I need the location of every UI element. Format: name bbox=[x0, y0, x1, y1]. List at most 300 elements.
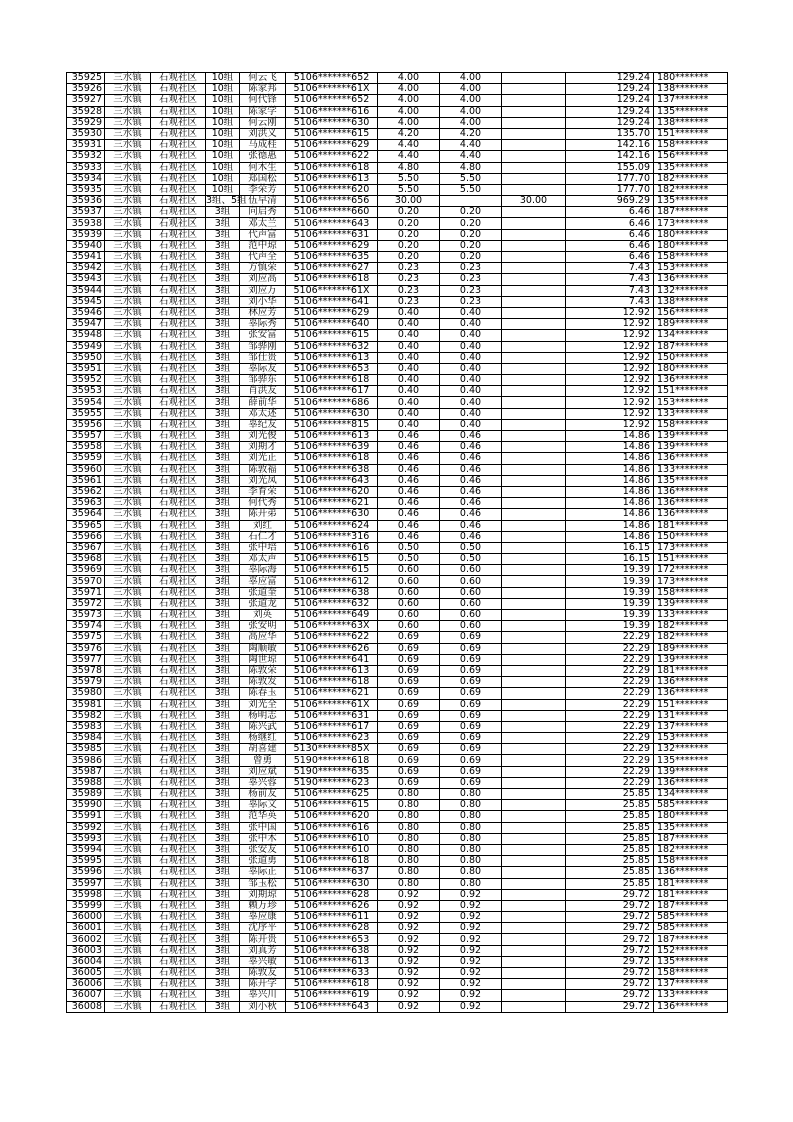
cell-name: 辜纪友 bbox=[240, 419, 286, 430]
cell-town: 三水镇 bbox=[105, 699, 151, 710]
cell-name: 陶顺敏 bbox=[240, 643, 286, 654]
cell-area-b bbox=[502, 721, 566, 732]
cell-row-number: 35990 bbox=[67, 800, 105, 811]
cell-id-number: 5106*******639 bbox=[286, 442, 378, 453]
cell-area: 0.60 bbox=[378, 565, 440, 576]
cell-row-number: 35933 bbox=[67, 162, 105, 173]
cell-town: 三水镇 bbox=[105, 431, 151, 442]
cell-area-a: 0.46 bbox=[440, 475, 502, 486]
cell-area-b bbox=[502, 1001, 566, 1012]
cell-area-a: 0.20 bbox=[440, 252, 502, 263]
cell-amount: 142.16 bbox=[566, 151, 654, 162]
cell-area: 0.60 bbox=[378, 621, 440, 632]
cell-area-a: 0.69 bbox=[440, 677, 502, 688]
cell-phone: 172******* bbox=[654, 565, 728, 576]
cell-community: 石观社区 bbox=[151, 968, 206, 979]
cell-area-b bbox=[502, 285, 566, 296]
cell-area: 0.69 bbox=[378, 688, 440, 699]
cell-community: 石观社区 bbox=[151, 833, 206, 844]
cell-name: 陈敦福 bbox=[240, 464, 286, 475]
cell-amount: 22.29 bbox=[566, 710, 654, 721]
cell-area: 0.40 bbox=[378, 419, 440, 430]
cell-row-number: 35972 bbox=[67, 598, 105, 609]
cell-area-b bbox=[502, 677, 566, 688]
cell-area-a: 0.60 bbox=[440, 565, 502, 576]
cell-area-a: 0.92 bbox=[440, 889, 502, 900]
cell-id-number: 5106*******61X bbox=[286, 285, 378, 296]
cell-row-number: 35949 bbox=[67, 341, 105, 352]
cell-amount: 12.92 bbox=[566, 330, 654, 341]
cell-group: 3组 bbox=[206, 688, 240, 699]
cell-town: 三水镇 bbox=[105, 733, 151, 744]
cell-name: 刘小秋 bbox=[240, 1001, 286, 1012]
cell-id-number: 5106*******643 bbox=[286, 218, 378, 229]
cell-area-a: 0.69 bbox=[440, 699, 502, 710]
cell-group: 3组 bbox=[206, 442, 240, 453]
cell-area-b bbox=[502, 509, 566, 520]
cell-group: 10组 bbox=[206, 73, 240, 84]
cell-area: 0.92 bbox=[378, 945, 440, 956]
cell-town: 三水镇 bbox=[105, 990, 151, 1001]
cell-group: 3组 bbox=[206, 531, 240, 542]
cell-id-number: 5106*******686 bbox=[286, 397, 378, 408]
cell-phone: 139******* bbox=[654, 654, 728, 665]
cell-area-a: 0.80 bbox=[440, 789, 502, 800]
cell-area-b bbox=[502, 800, 566, 811]
cell-group: 3组 bbox=[206, 296, 240, 307]
cell-area-b: 30.00 bbox=[502, 196, 566, 207]
cell-area: 0.69 bbox=[378, 699, 440, 710]
cell-area-a: 0.92 bbox=[440, 934, 502, 945]
cell-name: 刘光正 bbox=[240, 453, 286, 464]
cell-amount: 29.72 bbox=[566, 979, 654, 990]
cell-group: 3组 bbox=[206, 867, 240, 878]
cell-group: 10组 bbox=[206, 128, 240, 139]
cell-community: 石观社区 bbox=[151, 498, 206, 509]
cell-amount: 25.85 bbox=[566, 856, 654, 867]
cell-phone: 133******* bbox=[654, 408, 728, 419]
cell-group: 3组 bbox=[206, 509, 240, 520]
table-row bbox=[67, 240, 728, 251]
cell-name: 陈开弟 bbox=[240, 509, 286, 520]
cell-area-b bbox=[502, 296, 566, 307]
cell-area-a: 0.46 bbox=[440, 509, 502, 520]
cell-amount: 29.72 bbox=[566, 1001, 654, 1012]
cell-area-b bbox=[502, 945, 566, 956]
cell-town: 三水镇 bbox=[105, 285, 151, 296]
cell-area-a: 0.92 bbox=[440, 990, 502, 1001]
cell-community: 石观社区 bbox=[151, 229, 206, 240]
cell-name: 陈兴武 bbox=[240, 721, 286, 732]
cell-phone: 153******* bbox=[654, 733, 728, 744]
cell-community: 石观社区 bbox=[151, 665, 206, 676]
cell-phone: 181******* bbox=[654, 665, 728, 676]
table-row bbox=[67, 990, 728, 1001]
table-row bbox=[67, 632, 728, 643]
cell-group: 3组 bbox=[206, 643, 240, 654]
cell-phone: 181******* bbox=[654, 520, 728, 531]
cell-name: 代声全 bbox=[240, 252, 286, 263]
cell-row-number: 35932 bbox=[67, 151, 105, 162]
cell-town: 三水镇 bbox=[105, 140, 151, 151]
cell-area-b bbox=[502, 777, 566, 788]
cell-name: 胡喜建 bbox=[240, 744, 286, 755]
cell-phone: 153******* bbox=[654, 263, 728, 274]
cell-row-number: 36000 bbox=[67, 912, 105, 923]
cell-name: 邹骅刚 bbox=[240, 341, 286, 352]
cell-row-number: 35943 bbox=[67, 274, 105, 285]
cell-amount: 29.72 bbox=[566, 956, 654, 967]
cell-community: 石观社区 bbox=[151, 856, 206, 867]
cell-area: 0.69 bbox=[378, 665, 440, 676]
cell-town: 三水镇 bbox=[105, 565, 151, 576]
cell-town: 三水镇 bbox=[105, 128, 151, 139]
cell-phone: 156******* bbox=[654, 151, 728, 162]
cell-town: 三水镇 bbox=[105, 229, 151, 240]
cell-community: 石观社区 bbox=[151, 755, 206, 766]
cell-phone: 180******* bbox=[654, 240, 728, 251]
cell-area: 0.92 bbox=[378, 968, 440, 979]
cell-name: 范华英 bbox=[240, 811, 286, 822]
cell-area-a: 0.92 bbox=[440, 912, 502, 923]
cell-row-number: 35959 bbox=[67, 453, 105, 464]
table-row bbox=[67, 755, 728, 766]
cell-town: 三水镇 bbox=[105, 464, 151, 475]
cell-area-b bbox=[502, 520, 566, 531]
cell-group: 3组 bbox=[206, 363, 240, 374]
cell-area-b bbox=[502, 307, 566, 318]
cell-row-number: 36006 bbox=[67, 979, 105, 990]
cell-area-a: 0.40 bbox=[440, 375, 502, 386]
cell-town: 三水镇 bbox=[105, 554, 151, 565]
cell-area-a: 4.80 bbox=[440, 162, 502, 173]
cell-name: 陈家学 bbox=[240, 106, 286, 117]
table-row bbox=[67, 766, 728, 777]
cell-phone: 132******* bbox=[654, 285, 728, 296]
cell-group: 3组 bbox=[206, 207, 240, 218]
cell-area-a: 0.69 bbox=[440, 688, 502, 699]
cell-id-number: 5106*******618 bbox=[286, 979, 378, 990]
cell-group: 3组 bbox=[206, 621, 240, 632]
cell-area: 0.92 bbox=[378, 900, 440, 911]
cell-area-a: 0.92 bbox=[440, 956, 502, 967]
cell-area-b bbox=[502, 554, 566, 565]
cell-group: 3组 bbox=[206, 498, 240, 509]
cell-town: 三水镇 bbox=[105, 520, 151, 531]
cell-community: 石观社区 bbox=[151, 800, 206, 811]
cell-area-b bbox=[502, 744, 566, 755]
cell-row-number: 35987 bbox=[67, 766, 105, 777]
cell-community: 石观社区 bbox=[151, 789, 206, 800]
cell-town: 三水镇 bbox=[105, 800, 151, 811]
cell-row-number: 35925 bbox=[67, 73, 105, 84]
cell-row-number: 35942 bbox=[67, 263, 105, 274]
cell-area: 0.40 bbox=[378, 408, 440, 419]
cell-amount: 25.85 bbox=[566, 789, 654, 800]
table-row bbox=[67, 721, 728, 732]
cell-area-a: 0.20 bbox=[440, 218, 502, 229]
cell-area-a: 0.80 bbox=[440, 878, 502, 889]
cell-community: 石观社区 bbox=[151, 464, 206, 475]
cell-amount: 22.29 bbox=[566, 688, 654, 699]
cell-amount: 29.72 bbox=[566, 889, 654, 900]
cell-id-number: 5106*******611 bbox=[286, 912, 378, 923]
cell-town: 三水镇 bbox=[105, 73, 151, 84]
cell-amount: 19.39 bbox=[566, 587, 654, 598]
cell-name: 陈敦荣 bbox=[240, 665, 286, 676]
cell-id-number: 5106*******815 bbox=[286, 419, 378, 430]
cell-area-a: 0.92 bbox=[440, 900, 502, 911]
cell-area: 0.60 bbox=[378, 598, 440, 609]
cell-phone: 187******* bbox=[654, 833, 728, 844]
cell-town: 三水镇 bbox=[105, 688, 151, 699]
cell-amount: 22.29 bbox=[566, 744, 654, 755]
cell-area-b bbox=[502, 173, 566, 184]
cell-row-number: 35964 bbox=[67, 509, 105, 520]
cell-phone: 180******* bbox=[654, 811, 728, 822]
cell-group: 3组 bbox=[206, 710, 240, 721]
cell-area-a: 0.80 bbox=[440, 800, 502, 811]
cell-group: 3组 bbox=[206, 285, 240, 296]
table-row bbox=[67, 956, 728, 967]
table-row bbox=[67, 587, 728, 598]
cell-town: 三水镇 bbox=[105, 833, 151, 844]
cell-area-b bbox=[502, 990, 566, 1001]
cell-area-b bbox=[502, 431, 566, 442]
cell-area-b bbox=[502, 341, 566, 352]
cell-area: 0.80 bbox=[378, 878, 440, 889]
cell-name: 邓太声 bbox=[240, 554, 286, 565]
cell-name: 张中国 bbox=[240, 822, 286, 833]
cell-name: 陈开学 bbox=[240, 979, 286, 990]
cell-area-a: 0.40 bbox=[440, 419, 502, 430]
cell-name: 张安富 bbox=[240, 330, 286, 341]
cell-area-a: 0.46 bbox=[440, 464, 502, 475]
cell-phone: 189******* bbox=[654, 319, 728, 330]
cell-town: 三水镇 bbox=[105, 856, 151, 867]
table-row bbox=[67, 643, 728, 654]
cell-community: 石观社区 bbox=[151, 632, 206, 643]
cell-area-a: 0.40 bbox=[440, 341, 502, 352]
cell-amount: 14.86 bbox=[566, 531, 654, 542]
cell-id-number: 5106*******660 bbox=[286, 207, 378, 218]
cell-town: 三水镇 bbox=[105, 878, 151, 889]
cell-town: 三水镇 bbox=[105, 945, 151, 956]
cell-phone: 158******* bbox=[654, 587, 728, 598]
cell-phone: 182******* bbox=[654, 184, 728, 195]
cell-group: 10组 bbox=[206, 95, 240, 106]
cell-community: 石观社区 bbox=[151, 151, 206, 162]
cell-name: 辜应康 bbox=[240, 912, 286, 923]
cell-name: 刘英 bbox=[240, 610, 286, 621]
cell-area: 0.80 bbox=[378, 789, 440, 800]
cell-row-number: 35999 bbox=[67, 900, 105, 911]
cell-town: 三水镇 bbox=[105, 923, 151, 934]
cell-group: 3组 bbox=[206, 979, 240, 990]
cell-amount: 12.92 bbox=[566, 307, 654, 318]
cell-area-a: 4.40 bbox=[440, 140, 502, 151]
cell-phone: 151******* bbox=[654, 386, 728, 397]
cell-amount: 29.72 bbox=[566, 945, 654, 956]
cell-row-number: 35956 bbox=[67, 419, 105, 430]
cell-area: 0.40 bbox=[378, 397, 440, 408]
cell-group: 10组 bbox=[206, 106, 240, 117]
cell-name: 石仁才 bbox=[240, 531, 286, 542]
cell-amount: 29.72 bbox=[566, 968, 654, 979]
cell-phone: 585******* bbox=[654, 800, 728, 811]
cell-community: 石观社区 bbox=[151, 979, 206, 990]
cell-group: 3组 bbox=[206, 307, 240, 318]
cell-amount: 6.46 bbox=[566, 218, 654, 229]
cell-amount: 22.29 bbox=[566, 777, 654, 788]
cell-area-b bbox=[502, 140, 566, 151]
cell-group: 3组 bbox=[206, 554, 240, 565]
cell-row-number: 35953 bbox=[67, 386, 105, 397]
cell-row-number: 35971 bbox=[67, 587, 105, 598]
cell-community: 石观社区 bbox=[151, 431, 206, 442]
cell-area: 0.46 bbox=[378, 442, 440, 453]
cell-amount: 177.70 bbox=[566, 173, 654, 184]
cell-id-number: 5106*******629 bbox=[286, 140, 378, 151]
cell-row-number: 35926 bbox=[67, 84, 105, 95]
cell-name: 何云刚 bbox=[240, 117, 286, 128]
cell-name: 辜兴敏 bbox=[240, 956, 286, 967]
cell-town: 三水镇 bbox=[105, 117, 151, 128]
cell-area-a: 0.23 bbox=[440, 296, 502, 307]
cell-row-number: 35931 bbox=[67, 140, 105, 151]
cell-area: 4.40 bbox=[378, 151, 440, 162]
cell-id-number: 5106*******617 bbox=[286, 721, 378, 732]
cell-group: 3组 bbox=[206, 520, 240, 531]
cell-town: 三水镇 bbox=[105, 207, 151, 218]
cell-amount: 29.72 bbox=[566, 923, 654, 934]
cell-row-number: 35944 bbox=[67, 285, 105, 296]
cell-area-a: 0.92 bbox=[440, 945, 502, 956]
cell-area: 0.40 bbox=[378, 386, 440, 397]
cell-id-number: 5106*******638 bbox=[286, 945, 378, 956]
cell-row-number: 35938 bbox=[67, 218, 105, 229]
cell-group: 3组 bbox=[206, 598, 240, 609]
cell-name: 辜际正 bbox=[240, 867, 286, 878]
cell-area-b bbox=[502, 363, 566, 374]
cell-town: 三水镇 bbox=[105, 106, 151, 117]
cell-id-number: 5106*******615 bbox=[286, 128, 378, 139]
cell-town: 三水镇 bbox=[105, 777, 151, 788]
table-row bbox=[67, 598, 728, 609]
table-row bbox=[67, 162, 728, 173]
cell-row-number: 35950 bbox=[67, 352, 105, 363]
cell-area: 0.92 bbox=[378, 923, 440, 934]
cell-community: 石观社区 bbox=[151, 598, 206, 609]
cell-community: 石观社区 bbox=[151, 419, 206, 430]
cell-area-b bbox=[502, 319, 566, 330]
cell-area: 0.40 bbox=[378, 363, 440, 374]
cell-town: 三水镇 bbox=[105, 196, 151, 207]
cell-row-number: 36008 bbox=[67, 1001, 105, 1012]
cell-id-number: 5106*******656 bbox=[286, 196, 378, 207]
cell-town: 三水镇 bbox=[105, 307, 151, 318]
table-row bbox=[67, 296, 728, 307]
cell-area-b bbox=[502, 766, 566, 777]
cell-phone: 135******* bbox=[654, 162, 728, 173]
cell-group: 3组 bbox=[206, 453, 240, 464]
cell-group: 3组 bbox=[206, 408, 240, 419]
cell-id-number: 5106*******618 bbox=[286, 274, 378, 285]
cell-area-a: 0.69 bbox=[440, 665, 502, 676]
cell-area: 0.92 bbox=[378, 990, 440, 1001]
cell-area-a: 0.92 bbox=[440, 923, 502, 934]
cell-area-a: 0.69 bbox=[440, 643, 502, 654]
cell-town: 三水镇 bbox=[105, 766, 151, 777]
cell-community: 石观社区 bbox=[151, 352, 206, 363]
cell-area-a: 0.46 bbox=[440, 520, 502, 531]
cell-community: 石观社区 bbox=[151, 733, 206, 744]
cell-group: 10组 bbox=[206, 84, 240, 95]
cell-area-a: 0.69 bbox=[440, 710, 502, 721]
cell-name: 刘红 bbox=[240, 520, 286, 531]
cell-amount: 135.70 bbox=[566, 128, 654, 139]
cell-row-number: 36003 bbox=[67, 945, 105, 956]
cell-area: 0.46 bbox=[378, 464, 440, 475]
cell-name: 伍早清 bbox=[240, 196, 286, 207]
cell-id-number: 5106*******621 bbox=[286, 498, 378, 509]
cell-community: 石观社区 bbox=[151, 140, 206, 151]
cell-group: 3组 bbox=[206, 699, 240, 710]
cell-name: 陈家邦 bbox=[240, 84, 286, 95]
cell-phone: 136******* bbox=[654, 453, 728, 464]
cell-name: 陈敦发 bbox=[240, 677, 286, 688]
table-row bbox=[67, 889, 728, 900]
cell-name: 刘小华 bbox=[240, 296, 286, 307]
cell-phone: 182******* bbox=[654, 173, 728, 184]
cell-amount: 14.86 bbox=[566, 431, 654, 442]
cell-id-number: 5106*******616 bbox=[286, 542, 378, 553]
cell-id-number: 5106*******622 bbox=[286, 151, 378, 162]
cell-town: 三水镇 bbox=[105, 576, 151, 587]
cell-area: 0.92 bbox=[378, 934, 440, 945]
cell-area-a: 0.46 bbox=[440, 442, 502, 453]
cell-area-a: 0.46 bbox=[440, 431, 502, 442]
cell-phone: 156******* bbox=[654, 307, 728, 318]
cell-community: 石观社区 bbox=[151, 621, 206, 632]
cell-community: 石观社区 bbox=[151, 710, 206, 721]
cell-town: 三水镇 bbox=[105, 375, 151, 386]
cell-amount: 12.92 bbox=[566, 419, 654, 430]
cell-group: 3组 bbox=[206, 330, 240, 341]
cell-amount: 12.92 bbox=[566, 319, 654, 330]
cell-amount: 14.86 bbox=[566, 520, 654, 531]
cell-area-b bbox=[502, 610, 566, 621]
cell-name: 张安友 bbox=[240, 844, 286, 855]
cell-community: 石观社区 bbox=[151, 923, 206, 934]
cell-row-number: 35980 bbox=[67, 688, 105, 699]
cell-town: 三水镇 bbox=[105, 542, 151, 553]
cell-community: 石观社区 bbox=[151, 274, 206, 285]
cell-community: 石观社区 bbox=[151, 811, 206, 822]
cell-amount: 25.85 bbox=[566, 867, 654, 878]
cell-phone: 158******* bbox=[654, 419, 728, 430]
cell-id-number: 5130*******85X bbox=[286, 744, 378, 755]
cell-area: 0.46 bbox=[378, 531, 440, 542]
cell-town: 三水镇 bbox=[105, 184, 151, 195]
cell-id-number: 5106*******613 bbox=[286, 956, 378, 967]
cell-amount: 14.86 bbox=[566, 453, 654, 464]
cell-row-number: 35998 bbox=[67, 889, 105, 900]
cell-name: 刘光全 bbox=[240, 699, 286, 710]
cell-area: 0.92 bbox=[378, 912, 440, 923]
cell-area-b bbox=[502, 699, 566, 710]
cell-area-b bbox=[502, 375, 566, 386]
